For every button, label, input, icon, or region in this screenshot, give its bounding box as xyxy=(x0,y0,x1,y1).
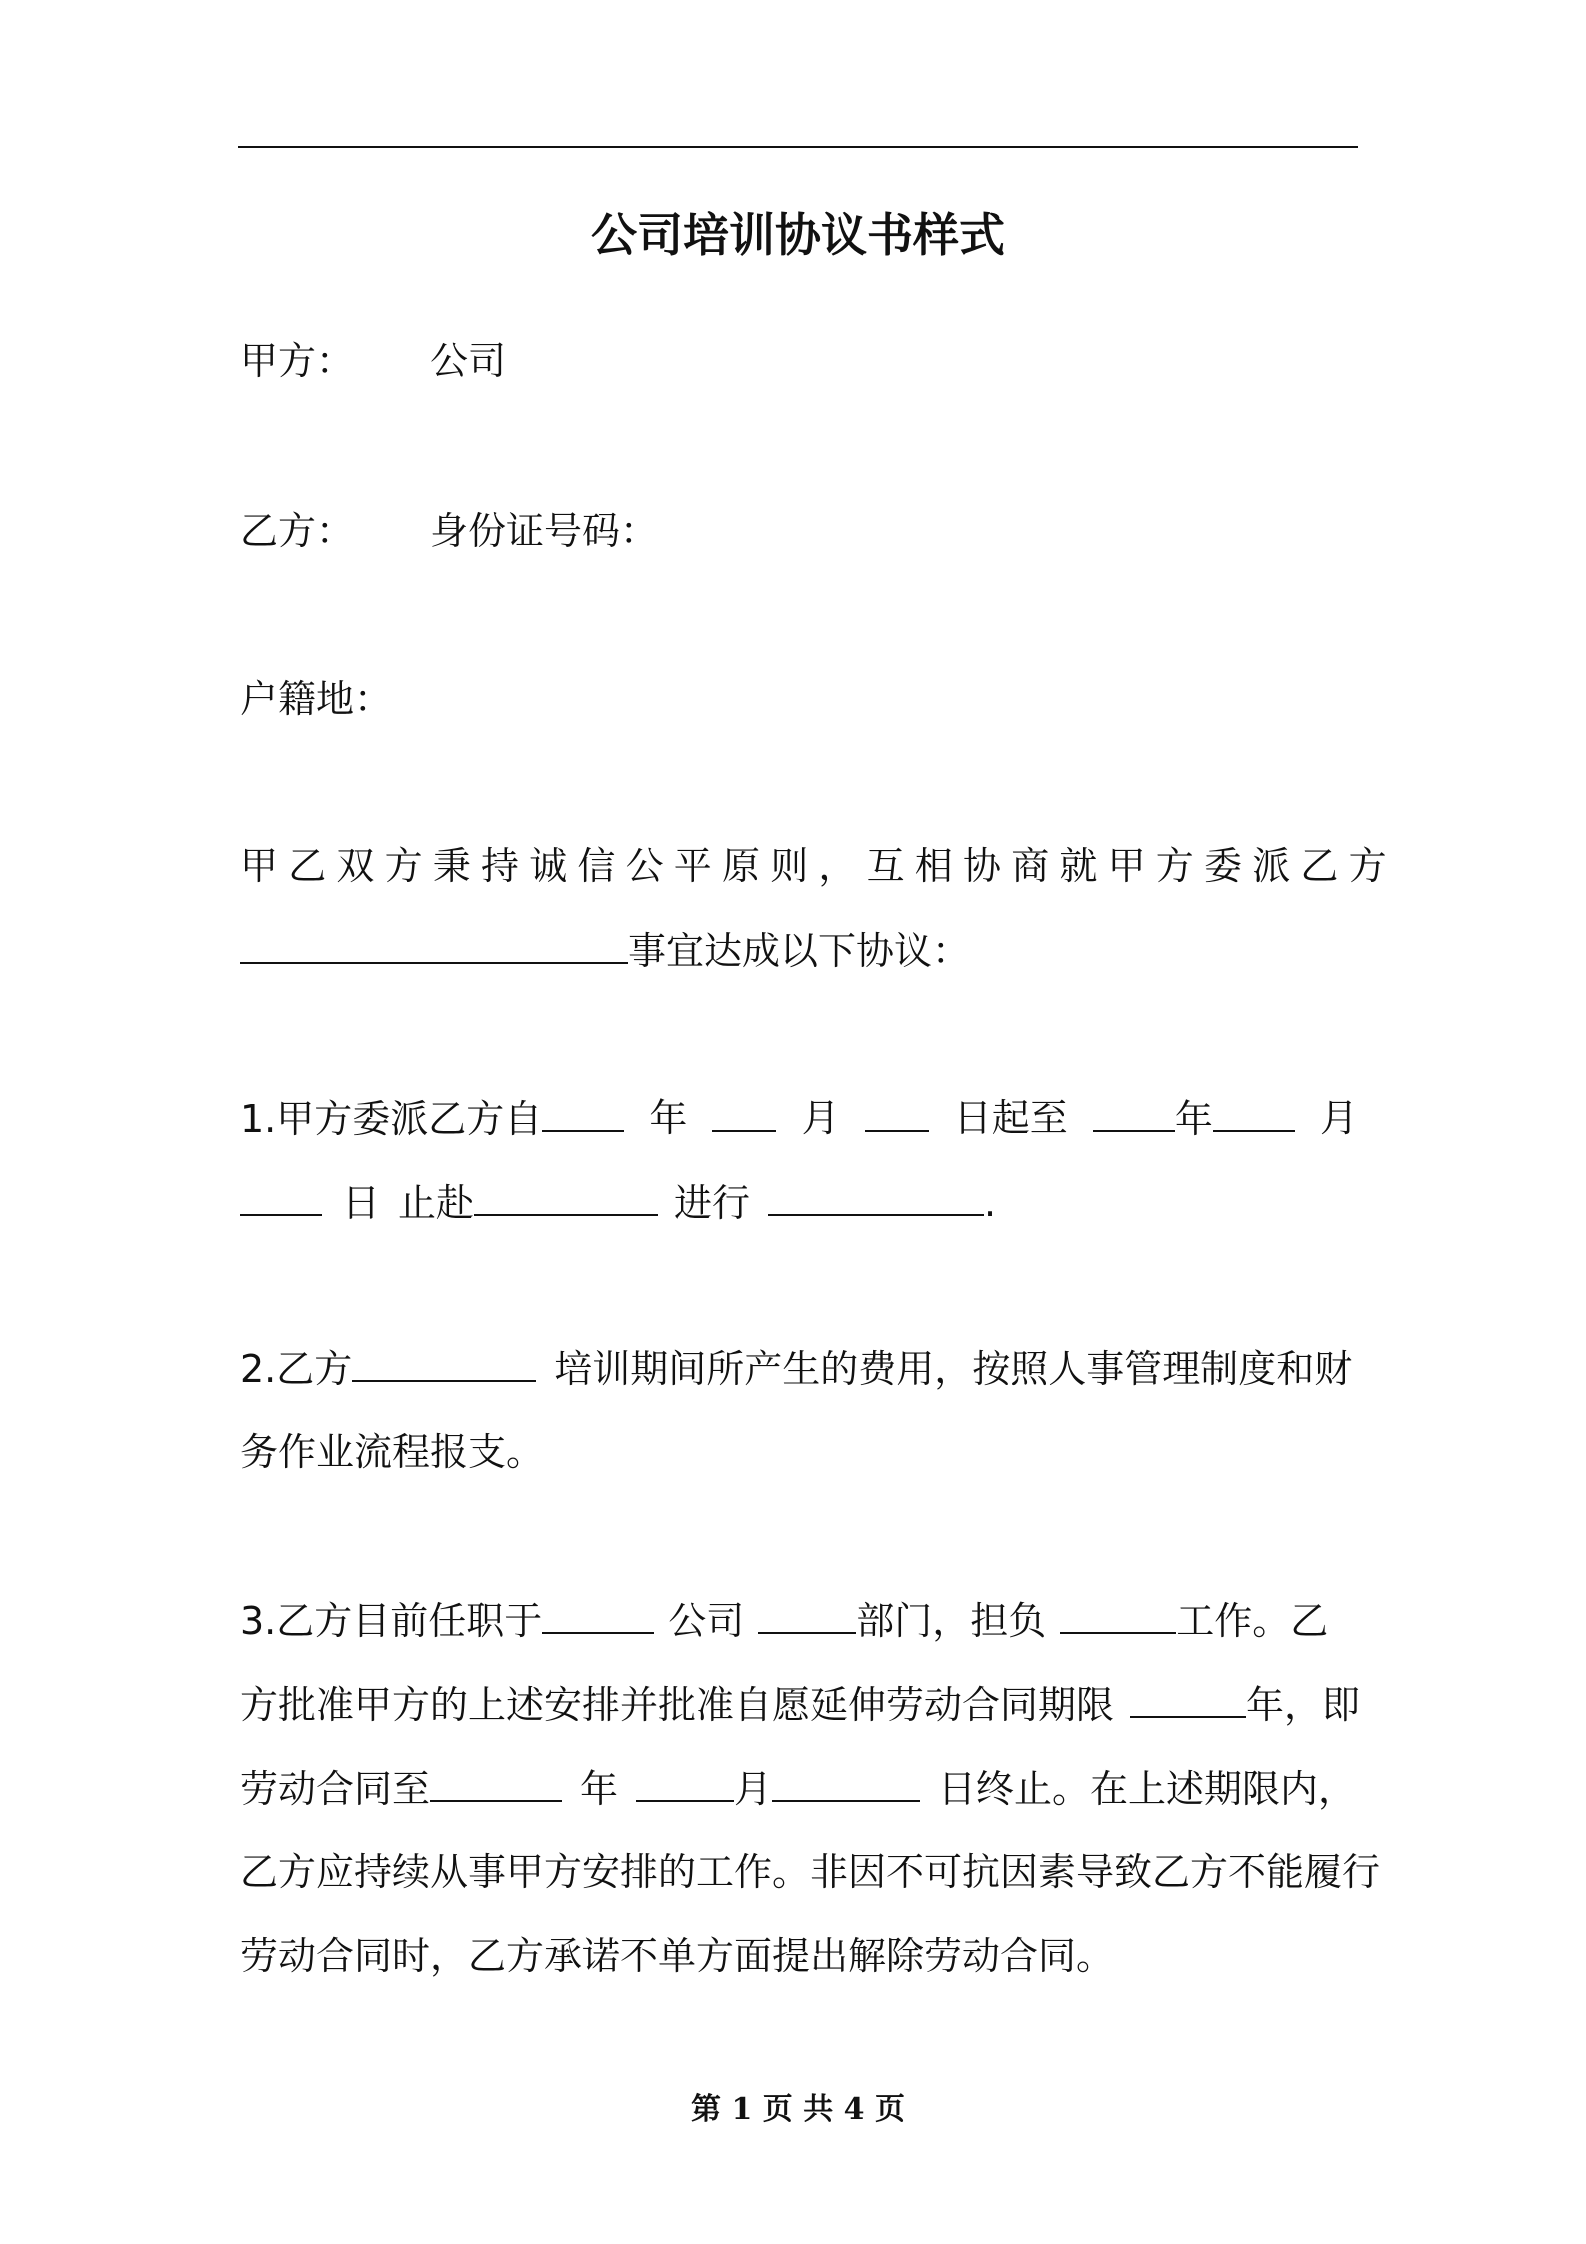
party-a-value: 公司 xyxy=(430,339,507,383)
clause-3-prefix: 3.乙方目前任职于 xyxy=(240,1599,543,1643)
clause-1-period: . xyxy=(984,1181,997,1225)
clause-1-year2-label: 年 xyxy=(1174,1097,1213,1141)
hukou-label: 户籍地： xyxy=(240,677,393,721)
clause-3-dept-label: 部门，担负 xyxy=(856,1599,1047,1643)
clause-3-l2b: 年，即 xyxy=(1246,1683,1361,1727)
party-a-line xyxy=(240,333,506,389)
document-title: 公司培训协议书样式 xyxy=(591,208,1005,262)
clause-3-company-label: 公司 xyxy=(668,1599,745,1643)
clause-3-line-2 xyxy=(240,1676,1360,1733)
intro-line-2 xyxy=(240,922,970,979)
training-subject-blank xyxy=(240,922,628,964)
start-day-blank xyxy=(865,1090,929,1132)
clause-3-l2a: 方批准甲方的上述安排并批准自愿延伸劳动合同期限 xyxy=(240,1683,1115,1727)
position-blank xyxy=(1060,1592,1176,1634)
contract-end-month-blank xyxy=(636,1760,734,1802)
training-content-blank xyxy=(768,1174,984,1216)
clause-2-prefix: 2.乙方 xyxy=(240,1347,353,1391)
clause-1-month-label: 月 xyxy=(801,1096,840,1140)
contract-end-year-blank xyxy=(430,1760,562,1802)
clause-1-goto-label: 止赴 xyxy=(398,1181,475,1225)
end-day-blank xyxy=(240,1174,322,1216)
clause-3-l3d: 日终止。在上述期限内， xyxy=(938,1767,1357,1811)
contract-end-day-blank xyxy=(772,1760,920,1802)
clause-2-blank xyxy=(352,1340,536,1382)
clause-1-day2-label: 日 xyxy=(342,1181,381,1225)
clause-1-month2-label: 月 xyxy=(1319,1096,1358,1140)
clause-2-line-2: 务作业流程报支。 xyxy=(240,1430,545,1474)
clause-2-text: 培训期间所产生的费用，按照人事管理制度和财 xyxy=(554,1347,1353,1391)
clause-3-line-4: 乙方应持续从事甲方安排的工作。非因不可抗因素导致乙方不能履行 xyxy=(240,1850,1381,1894)
clause-3-line-5: 劳动合同时，乙方承诺不单方面提出解除劳动合同。 xyxy=(240,1934,1115,1978)
start-month-blank xyxy=(712,1090,776,1132)
clause-3-work-label: 工作。乙 xyxy=(1176,1599,1329,1643)
party-b-id-label: 身份证号码： xyxy=(430,509,659,553)
clause-3-l3a: 劳动合同至 xyxy=(240,1767,431,1811)
intro-line-1: 甲乙双方秉持诚信公平原则，互相协商就甲方委派乙方 xyxy=(240,844,1397,888)
end-year-blank xyxy=(1093,1090,1175,1132)
end-month-blank xyxy=(1213,1090,1295,1132)
party-b-line xyxy=(240,503,658,559)
page-footer: 第 1 页 共 4 页 xyxy=(691,2092,905,2127)
start-year-blank xyxy=(542,1090,624,1132)
clause-1-day-from-label: 日起至 xyxy=(953,1096,1068,1140)
clause-1-line-1 xyxy=(240,1090,1358,1147)
clause-2-line-1 xyxy=(240,1340,1352,1397)
extension-years-blank xyxy=(1130,1676,1246,1718)
hukou-line xyxy=(240,671,392,727)
clause-3-l3c: 月 xyxy=(734,1767,773,1811)
clause-3-line-3 xyxy=(240,1760,1356,1817)
party-b-label: 乙方： xyxy=(240,509,355,553)
header-rule xyxy=(238,146,1358,148)
department-blank xyxy=(758,1592,856,1634)
employer-blank xyxy=(542,1592,654,1634)
intro-line-2-text: 事宜达成以下协议： xyxy=(628,929,971,973)
clause-1-prefix: 1.甲方委派乙方自 xyxy=(240,1097,543,1141)
clause-3-l3b: 年 xyxy=(580,1767,619,1811)
clause-3-line-1 xyxy=(240,1592,1328,1649)
clause-1-year-label: 年 xyxy=(649,1096,688,1140)
destination-blank xyxy=(474,1174,658,1216)
clause-1-conduct-label: 进行 xyxy=(674,1181,751,1225)
clause-1-line-2 xyxy=(240,1174,996,1231)
party-a-label: 甲方： xyxy=(240,339,355,383)
